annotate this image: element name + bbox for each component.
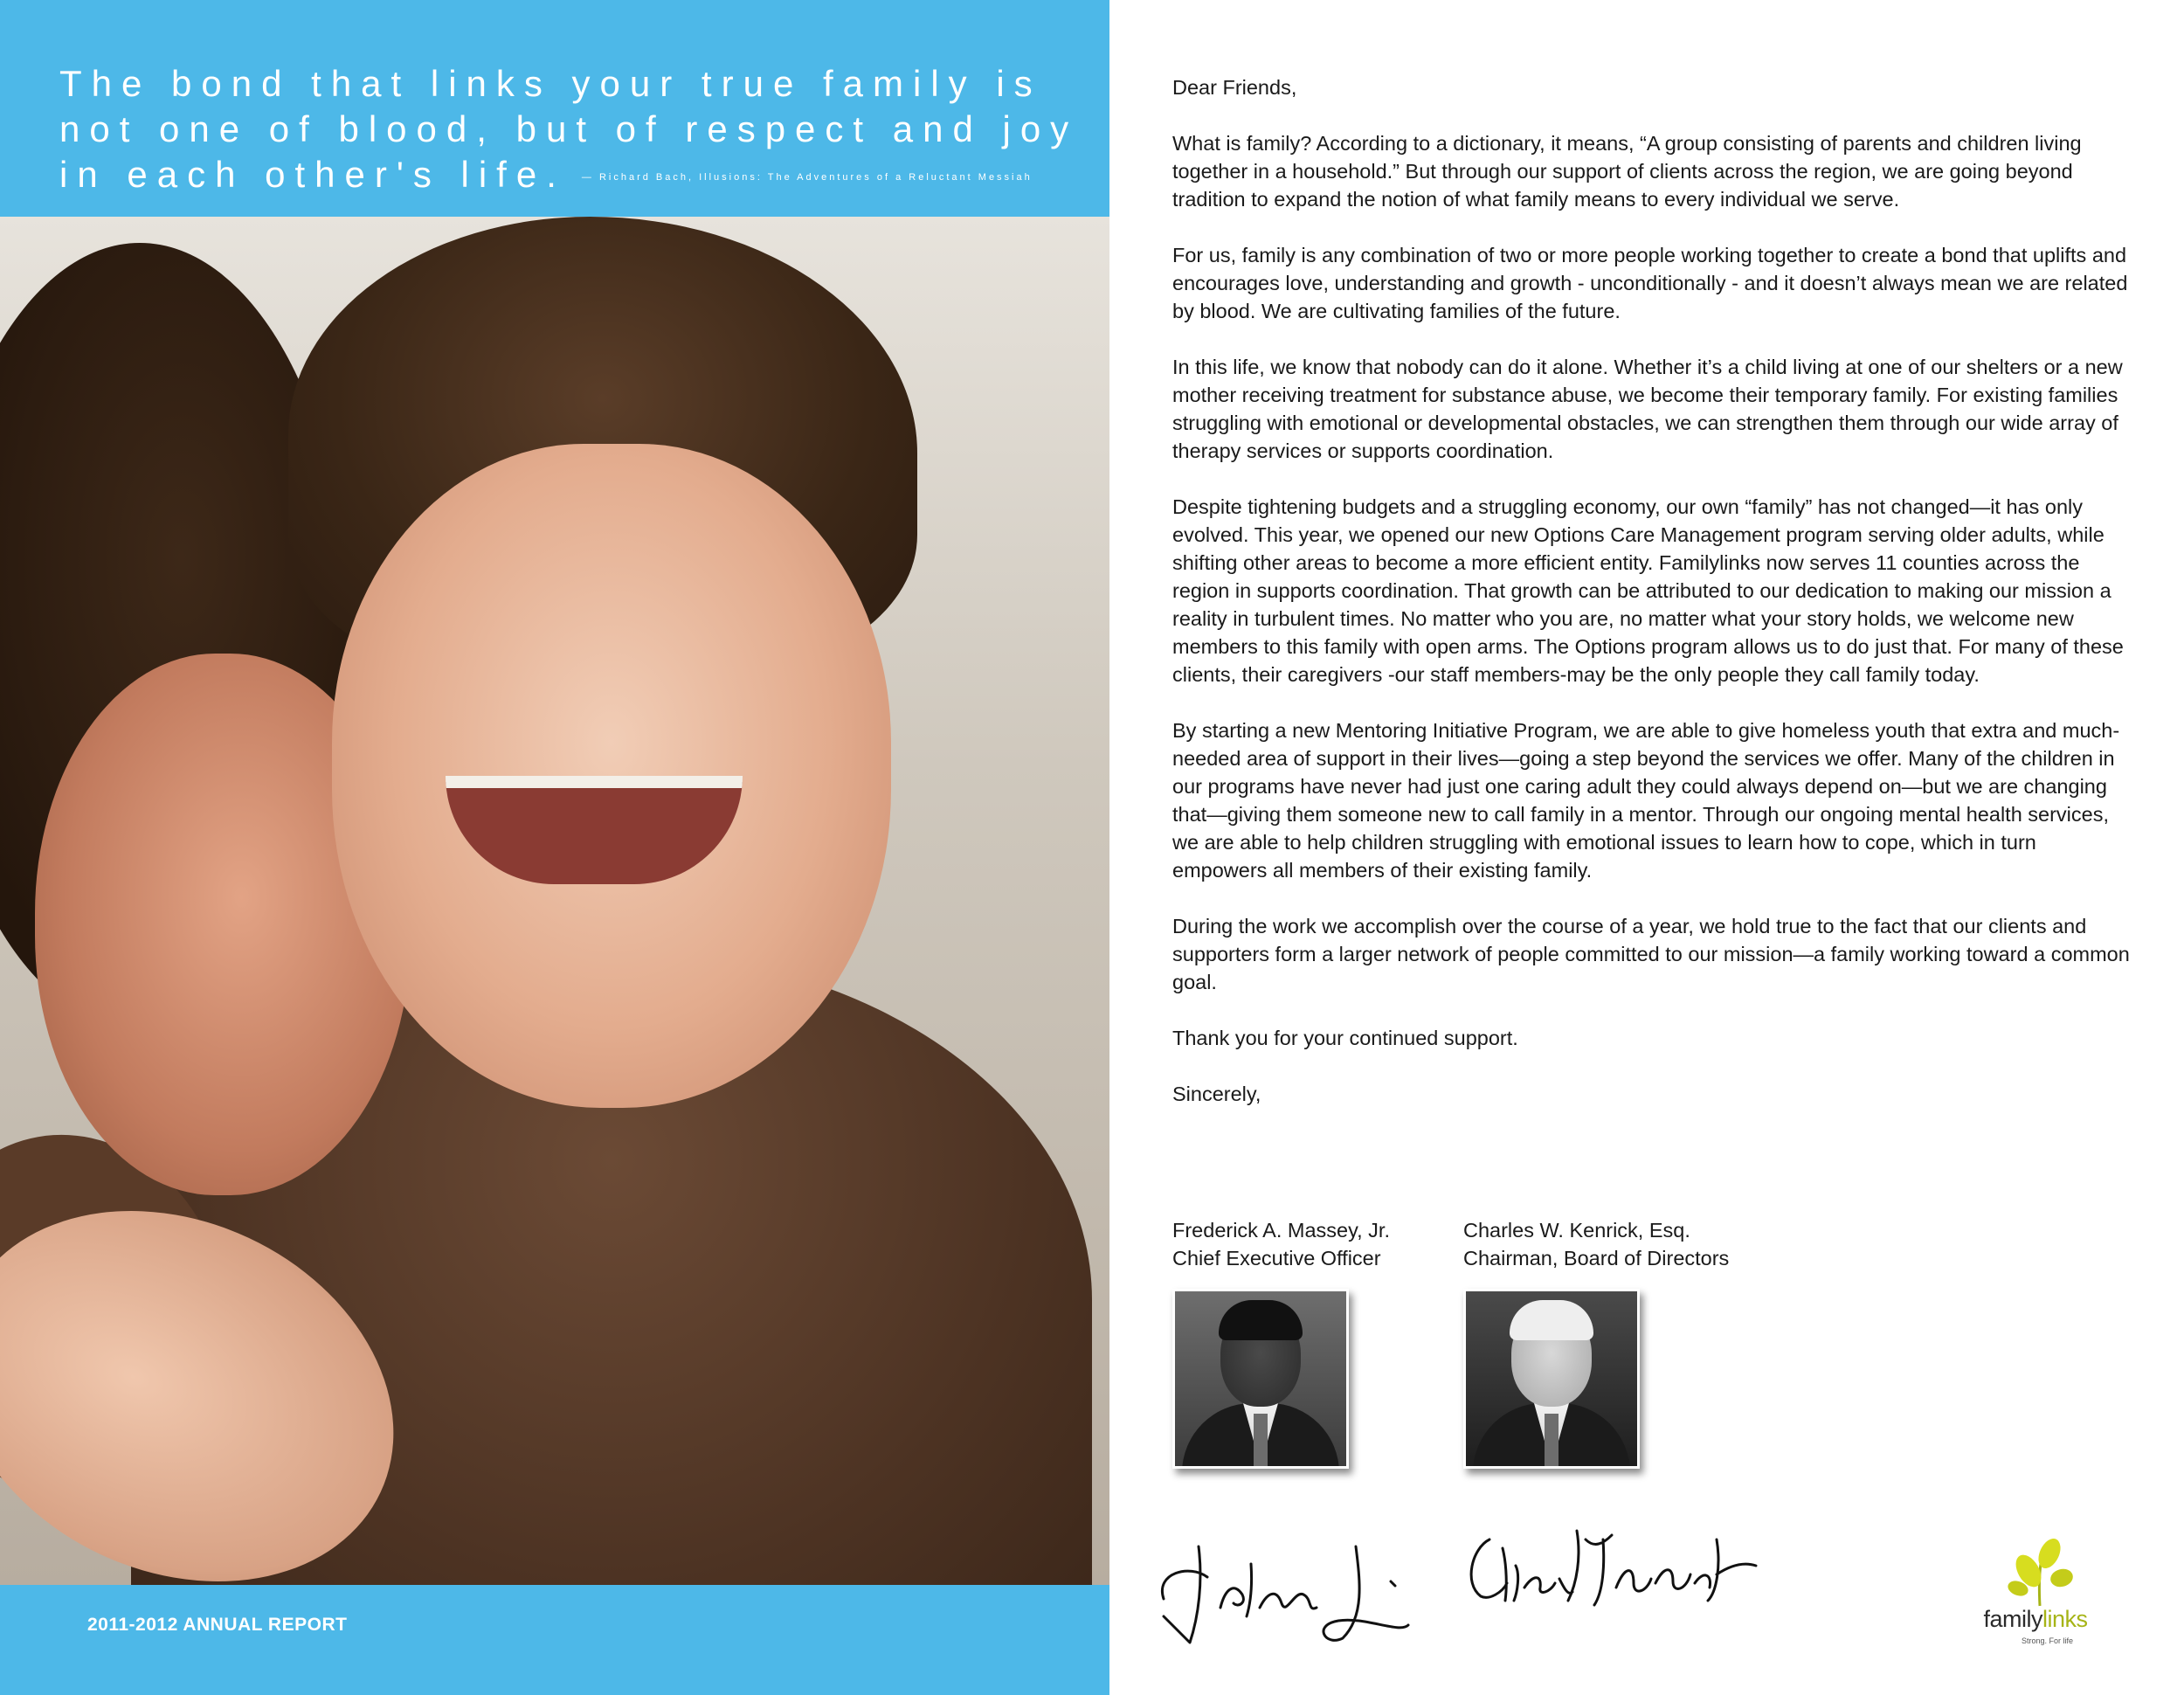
signatory-title: Chairman, Board of Directors — [1463, 1247, 1730, 1270]
portrait-tie — [1545, 1414, 1559, 1468]
portrait-hair — [1510, 1300, 1593, 1340]
signatory-ceo — [1172, 1216, 1390, 1272]
letter-greeting: Dear Friends, — [1172, 76, 1297, 99]
chairman-portrait — [1463, 1289, 1640, 1469]
letter-paragraph: In this life, we know that nobody can do it alone. Whether it’s a child living at one of our shelters or a new mother receiving treatment for substance abuse, we become their temporary family. For existing families struggling with emotional or developmental obstacles, we can strengthen them through our wide array of therapy services or supports coordination. — [1172, 356, 2123, 462]
letter-body — [1172, 73, 2133, 1136]
letter-paragraph: What is family? According to a dictionary, it means, “A group consisting of parents and children living together in a household.” But through our support of clients across the region, we are going beyond tradition to expand the notion of what family means to every individual we serve. — [1172, 132, 2082, 211]
chairman-signature — [1455, 1513, 1769, 1618]
ceo-portrait — [1172, 1289, 1349, 1469]
logo-wordmark — [1966, 1606, 2105, 1633]
signatory-name: Frederick A. Massey, Jr. — [1172, 1219, 1390, 1242]
letter-paragraph: For us, family is any combination of two or more people working together to create a bond that uplifts and encourages love, understanding and growth - unconditionally - and it doesn’t always mean we are related by blood. We are cultivating families of the future. — [1172, 244, 2128, 322]
signatory-title: Chief Executive Officer — [1172, 1247, 1381, 1270]
logo-name-family: family — [1983, 1606, 2042, 1632]
leaf-logo-icon — [2001, 1538, 2079, 1608]
cover-photo — [0, 217, 1109, 1585]
quote-text: The bond that links your true family is not one of blood, but of respect and joy in each other's life. — [59, 63, 1079, 195]
letter-paragraph: Despite tightening budgets and a struggling economy, our own “family” has not changed—it has only evolved. This year, we opened our new Options Care Management program serving older adults, while shifting other areas to become a more efficient entity. Familylinks now serves 11 counties across the region in supports coordination. That growth can be attributed to our dedication to making our mission a reality in turbulent times. No matter who you are, no matter what your story holds, we welcome new members to this family with open arms. The Options program allows us to do just that. For many of these clients, their caregivers -our staff members-may be the only people they call family today. — [1172, 495, 2124, 686]
portrait-tie — [1254, 1414, 1268, 1468]
signatory-chairman — [1463, 1216, 1729, 1272]
signatory-name: Charles W. Kenrick, Esq. — [1463, 1219, 1690, 1242]
cover-quote — [59, 61, 1090, 200]
quote-attribution: — Richard Bach, Illusions: The Adventures of a Reluctant Messiah — [581, 171, 1033, 183]
logo-tagline: Strong. For life — [2022, 1636, 2074, 1645]
annual-report-label: 2011-2012 ANNUAL REPORT — [87, 1615, 348, 1635]
letter-paragraph: By starting a new Mentoring Initiative Program, we are able to give homeless youth that extra and much-needed area of support in their lives—going a step beyond the services we offer. Many of the children in our programs have never had just one caring adult they could always depend on—but we are changing that—giving them someone new to call family in a mentor. Through our ongoing mental health services, we are able to help children struggling with emotional issues to learn how to cope, which in turn empowers all members of their existing family. — [1172, 719, 2120, 882]
familylinks-logo — [1966, 1538, 2105, 1651]
ceo-signature — [1137, 1494, 1417, 1651]
letter-paragraph: Thank you for your continued support. — [1172, 1027, 1518, 1049]
portrait-hair — [1219, 1300, 1303, 1340]
letter-closing: Sincerely, — [1172, 1083, 1261, 1105]
letter-paragraph: During the work we accomplish over the course of a year, we hold true to the fact that our clients and supporters form a larger network of people committed to our mission—a family working toward a common goal. — [1172, 915, 2130, 993]
logo-name-links: links — [2042, 1606, 2088, 1632]
